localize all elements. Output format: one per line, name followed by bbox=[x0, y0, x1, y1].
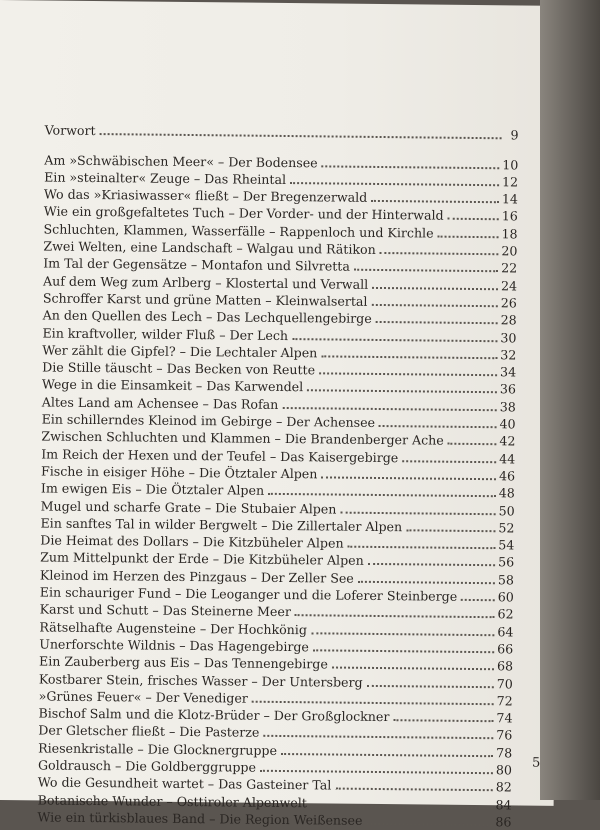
dot-leader bbox=[367, 684, 494, 687]
toc-page-number: 18 bbox=[501, 226, 518, 242]
toc-title: Kleinod im Herzen des Pinzgaus – Der Zeller See bbox=[39, 567, 354, 586]
toc-title: Wo die Gesundheit wartet – Das Gasteiner Tal bbox=[37, 774, 332, 793]
dot-leader bbox=[307, 390, 497, 394]
dot-leader bbox=[354, 269, 498, 273]
toc-title: An den Quellen des Lech – Das Lechquellengebirge bbox=[42, 307, 372, 327]
table-of-contents bbox=[37, 120, 518, 829]
toc-page-number: 76 bbox=[496, 727, 513, 743]
toc-page-number: 12 bbox=[502, 174, 519, 190]
dot-leader bbox=[368, 563, 495, 566]
toc-title: Am »Schwäbischen Meer« – Der Bodensee bbox=[44, 152, 318, 170]
dot-leader bbox=[393, 719, 493, 722]
dot-leader bbox=[321, 476, 496, 480]
toc-title: Fische in eisiger Höhe – Die Ötztaler Alpen bbox=[40, 463, 318, 482]
toc-page-number: 68 bbox=[496, 658, 514, 674]
toc-page-number: 82 bbox=[495, 779, 512, 795]
dot-leader bbox=[260, 770, 493, 774]
toc-page-number: 44 bbox=[499, 450, 516, 467]
dot-leader bbox=[380, 252, 499, 255]
toc-title: Im ewigen Eis – Die Ötztaler Alpen bbox=[40, 480, 265, 499]
dot-leader bbox=[340, 511, 495, 515]
toc-page-number: 16 bbox=[501, 208, 518, 224]
toc-page-number: 48 bbox=[498, 485, 515, 501]
toc-page-number: 78 bbox=[496, 744, 513, 761]
toc-page-number: 36 bbox=[499, 381, 517, 397]
toc-title: Kostbarer Stein, frisches Wasser – Der Untersberg bbox=[38, 670, 363, 690]
toc-title: Im Reich der Hexen und der Teufel – Das Kaisergebirge bbox=[41, 446, 399, 465]
toc-page-number: 62 bbox=[497, 606, 514, 622]
toc-page-number: 80 bbox=[495, 762, 513, 778]
dot-leader bbox=[335, 788, 492, 792]
toc-title: Wie ein türkisblaues Band – Die Region Weißensee bbox=[37, 809, 363, 828]
toc-title: Wer zählt die Gipfel? – Die Lechtaler Alpen bbox=[42, 342, 318, 361]
toc-title: Zwei Welten, eine Landschaft – Walgau und Rätikon bbox=[43, 238, 376, 258]
toc-page-number: 86 bbox=[495, 814, 512, 830]
toc-row bbox=[37, 807, 511, 829]
toc-title: Ein schauriger Fund – Die Leoganger und die Loferer Steinberge bbox=[39, 584, 458, 604]
toc-page-number: 22 bbox=[501, 260, 518, 276]
toc-page-number: 14 bbox=[501, 191, 519, 207]
toc-page-number: 20 bbox=[501, 243, 518, 259]
toc-title: Altes Land am Achensee – Das Rofan bbox=[41, 394, 279, 412]
toc-page-number: 70 bbox=[496, 675, 513, 691]
toc-row-vorwort bbox=[45, 120, 519, 142]
dot-leader bbox=[100, 133, 502, 139]
dot-leader bbox=[268, 493, 496, 497]
toc-page-number: 50 bbox=[498, 502, 515, 518]
dot-leader bbox=[319, 373, 497, 377]
background-shadow bbox=[540, 0, 600, 800]
toc-title: Karst und Schutt – Das Steinerne Meer bbox=[39, 601, 291, 620]
dot-leader bbox=[448, 218, 499, 221]
toc-page-number: 54 bbox=[498, 537, 515, 553]
toc-title: Vorwort bbox=[44, 122, 96, 139]
dot-leader bbox=[438, 235, 499, 238]
toc-page-number: 66 bbox=[497, 641, 514, 657]
toc-page-number: 40 bbox=[499, 416, 516, 432]
toc-page-number: 9 bbox=[510, 127, 519, 143]
toc-page-number: 26 bbox=[500, 295, 517, 311]
dot-leader bbox=[292, 338, 497, 342]
toc-page-number: 74 bbox=[496, 710, 513, 726]
dot-leader bbox=[366, 823, 492, 826]
toc-title: Die Stille täuscht – Das Becken von Reutte bbox=[42, 359, 316, 378]
toc-entries bbox=[37, 150, 518, 830]
dot-leader bbox=[290, 182, 499, 186]
toc-page-number: 52 bbox=[498, 520, 515, 536]
toc-title: Ein sanftes Tal in wilder Bergwelt – Die Zillertaler Alpen bbox=[40, 515, 403, 535]
dot-leader bbox=[311, 632, 494, 636]
toc-title: Rätselhafte Augensteine – Der Hochkönig bbox=[39, 619, 308, 637]
toc-title: Ein schillerndes Kleinod im Gebirge – Der Achensee bbox=[41, 411, 376, 430]
toc-page-number: 10 bbox=[502, 156, 519, 173]
dot-leader bbox=[282, 407, 496, 411]
toc-page-number: 34 bbox=[500, 364, 517, 380]
toc-title: Ein Zauberberg aus Eis – Das Tennengebirge bbox=[39, 653, 328, 672]
dot-leader bbox=[322, 165, 500, 169]
toc-title: Auf dem Weg zum Arlberg – Klostertal und Verwall bbox=[42, 273, 369, 292]
dot-leader bbox=[371, 304, 497, 307]
dot-leader bbox=[358, 580, 495, 583]
dot-leader bbox=[448, 443, 497, 446]
dot-leader bbox=[402, 460, 496, 463]
toc-title: Die Heimat des Dollars – Die Kitzbüheler Alpen bbox=[40, 532, 344, 551]
dot-leader bbox=[281, 753, 493, 757]
toc-title: »Grünes Feuer« – Der Venediger bbox=[38, 688, 248, 706]
toc-title: Schroffer Karst und grüne Matten – Kleinwalsertal bbox=[42, 290, 368, 309]
dot-leader bbox=[313, 649, 494, 653]
toc-page-number: 60 bbox=[497, 589, 514, 605]
toc-title: Der Gletscher fließt – Die Pasterze bbox=[38, 722, 260, 741]
dot-leader bbox=[372, 287, 498, 290]
toc-title: Goldrausch – Die Goldberggruppe bbox=[37, 757, 257, 775]
toc-title: Ein kraftvoller, wilder Fluß – Der Lech bbox=[42, 325, 289, 343]
toc-title: Ein »steinalter« Zeuge – Das Rheintal bbox=[44, 169, 287, 187]
dot-leader bbox=[379, 425, 497, 428]
toc-page-number: 46 bbox=[498, 468, 516, 484]
toc-title: Zum Mittelpunkt der Erde – Die Kitzbüheler Alpen bbox=[40, 549, 364, 569]
dot-leader bbox=[311, 805, 493, 809]
dot-leader bbox=[295, 614, 495, 618]
toc-title: Mugel und scharfe Grate – Die Stubaier Alpen bbox=[40, 497, 337, 517]
toc-title: Wie ein großgefaltetes Tuch – Der Vorder- und der Hinterwald bbox=[43, 203, 444, 224]
toc-page-number: 28 bbox=[500, 312, 517, 328]
toc-page-number: 24 bbox=[500, 277, 518, 294]
toc-title: Botanische Wunder – Osttiroler Alpenwelt bbox=[37, 792, 307, 810]
dot-leader bbox=[321, 355, 497, 359]
toc-title: Zwischen Schluchten und Klammen – Die Brandenberger Ache bbox=[41, 428, 444, 449]
toc-page-number: 42 bbox=[499, 433, 516, 449]
page-number: 5 bbox=[531, 755, 541, 771]
toc-page-number: 84 bbox=[495, 796, 512, 812]
toc-title: Wege in die Einsamkeit – Das Karwendel bbox=[41, 376, 304, 395]
dot-leader bbox=[461, 599, 495, 601]
dot-leader bbox=[348, 546, 496, 550]
toc-page-number: 30 bbox=[500, 329, 517, 345]
dot-leader bbox=[252, 700, 494, 705]
toc-page-number: 64 bbox=[497, 623, 514, 640]
toc-title: Schluchten, Klammen, Wasserfälle – Rappenloch und Kirchle bbox=[43, 221, 434, 241]
toc-page-number: 72 bbox=[496, 693, 513, 709]
dot-leader bbox=[371, 200, 499, 203]
toc-title: Wo das »Kriasiwasser« fließt – Der Bregenzerwald bbox=[43, 186, 368, 206]
toc-page-number: 58 bbox=[497, 571, 515, 588]
dot-leader bbox=[406, 529, 495, 532]
toc-title: Bischof Salm und die Klotz-Brüder – Der Großglockner bbox=[38, 705, 390, 725]
dot-leader bbox=[376, 321, 498, 324]
dot-leader bbox=[263, 735, 493, 739]
toc-title: Im Tal der Gegensätze – Montafon und Silvretta bbox=[43, 255, 350, 275]
toc-page-number: 38 bbox=[499, 399, 516, 415]
toc-page-number: 56 bbox=[498, 554, 515, 570]
toc-page-number: 32 bbox=[500, 347, 517, 363]
toc-title: Riesenkristalle – Die Glocknergruppe bbox=[38, 740, 278, 758]
dot-leader bbox=[332, 667, 494, 671]
toc-title: Unerforschte Wildnis – Das Hagengebirge bbox=[39, 636, 310, 655]
